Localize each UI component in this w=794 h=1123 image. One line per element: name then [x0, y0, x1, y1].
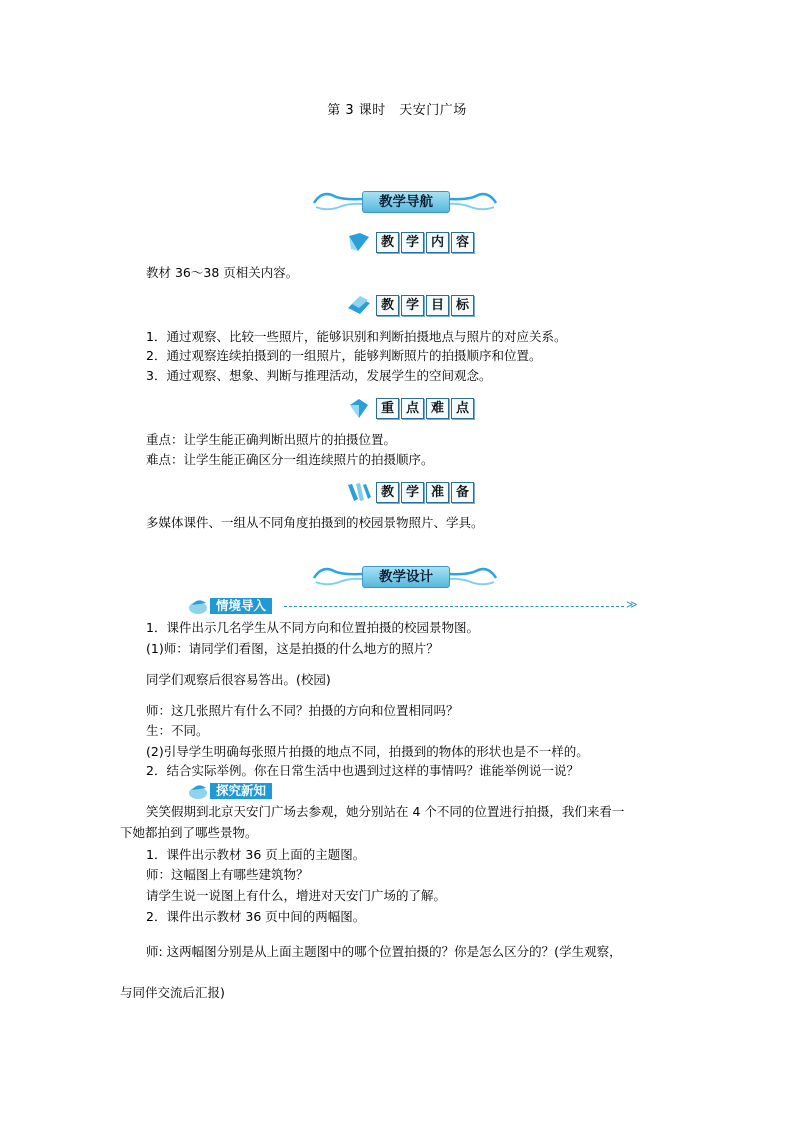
header-char: 教 [376, 232, 399, 253]
header-char: 重 [376, 398, 399, 419]
section-header-content [346, 231, 486, 253]
explore-line: 师: 这两幅图分别是从上面主题图中的哪个位置拍摄的？你是怎么区分的？(学生观察， [146, 944, 622, 959]
header-char: 点 [401, 398, 424, 419]
banner-label: 教学导航 [362, 191, 450, 213]
banner-label: 教学设计 [362, 566, 450, 588]
header-char: 教 [376, 482, 399, 503]
explore-line: 笑笑假期到北京天安门广场去参观，她分别站在 4 个不同的位置进行拍摄，我们来看一 [146, 804, 625, 819]
header-char: 准 [426, 482, 449, 503]
banner-teaching-nav [312, 186, 498, 216]
goal-item: 1．通过观察、比较一些照片，能够识别和判断拍摄地点与照片的对应关系。 [146, 329, 567, 344]
tag-label: 探究新知 [210, 783, 272, 799]
goal-item: 3．通过观察、想象、判断与推理活动，发展学生的空间观念。 [146, 368, 492, 383]
intro-line: (2)引导学生明确每张照片拍摄的地点不同，拍摄到的物体的形状也是不一样的。 [146, 744, 589, 759]
lesson-title: 第 3 课时 天安门广场 [327, 103, 467, 118]
section-tag-intro [186, 597, 638, 615]
gem-icon [346, 397, 372, 419]
goal-item: 2．通过观察连续拍摄到的一组照片，能够判断照片的拍摄顺序和位置。 [146, 348, 542, 363]
header-char: 学 [401, 232, 424, 253]
intro-line: 2．结合实际举例。你在日常生活中也遇到过这样的事情吗？谁能举例说一说？ [146, 763, 579, 778]
header-char: 难 [426, 398, 449, 419]
explore-line: 请学生说一说图上有什么，增进对天安门广场的了解。 [146, 888, 447, 903]
dashed-line [284, 606, 624, 607]
explore-line: 下她都拍到了哪些景物。 [120, 825, 258, 840]
header-char: 目 [426, 295, 449, 316]
section-header-goals [346, 294, 486, 316]
header-char: 学 [401, 295, 424, 316]
section-tag-explore [186, 782, 286, 800]
section-header-key-points [346, 397, 486, 419]
book-icon [346, 231, 372, 253]
intro-line: 师：这几张照片有什么不同？拍摄的方向和位置相同吗？ [146, 703, 459, 718]
intro-line: 1．课件出示几名学生从不同方向和位置拍摄的校园景物图。 [146, 620, 479, 635]
pencils-icon [346, 481, 372, 503]
double-arrow-icon: ≫ [626, 598, 638, 611]
header-char: 容 [451, 232, 474, 253]
explore-line: 1．课件出示教材 36 页上面的主题图。 [146, 847, 366, 862]
intro-line: 生：不同。 [146, 723, 209, 738]
explore-line: 师：这幅图上有哪些建筑物？ [146, 867, 309, 882]
content-text: 教材 36～38 页相关内容。 [146, 265, 299, 280]
header-char: 标 [451, 295, 474, 316]
header-char: 内 [426, 232, 449, 253]
banner-teaching-design [312, 561, 498, 591]
intro-line: (1)师：请同学们看图，这是拍摄的什么地方的照片？ [146, 641, 439, 656]
books-icon [346, 294, 372, 316]
key-point: 难点：让学生能正确区分一组连续照片的拍摄顺序。 [146, 452, 434, 467]
explore-line: 与同伴交流后汇报) [120, 985, 225, 1000]
header-char: 点 [451, 398, 474, 419]
tag-label: 情境导入 [210, 598, 272, 614]
header-char: 学 [401, 482, 424, 503]
explore-line: 2．课件出示教材 36 页中间的两幅图。 [146, 909, 366, 924]
bird-icon [186, 782, 212, 800]
bird-icon [186, 597, 212, 615]
prep-text: 多媒体课件、一组从不同角度拍摄到的校园景物照片、学具。 [146, 515, 484, 530]
intro-line: 同学们观察后很容易答出。(校园) [146, 672, 331, 687]
header-char: 备 [451, 482, 474, 503]
section-header-prep [346, 481, 486, 503]
header-char: 教 [376, 295, 399, 316]
key-point: 重点：让学生能正确判断出照片的拍摄位置。 [146, 432, 397, 447]
